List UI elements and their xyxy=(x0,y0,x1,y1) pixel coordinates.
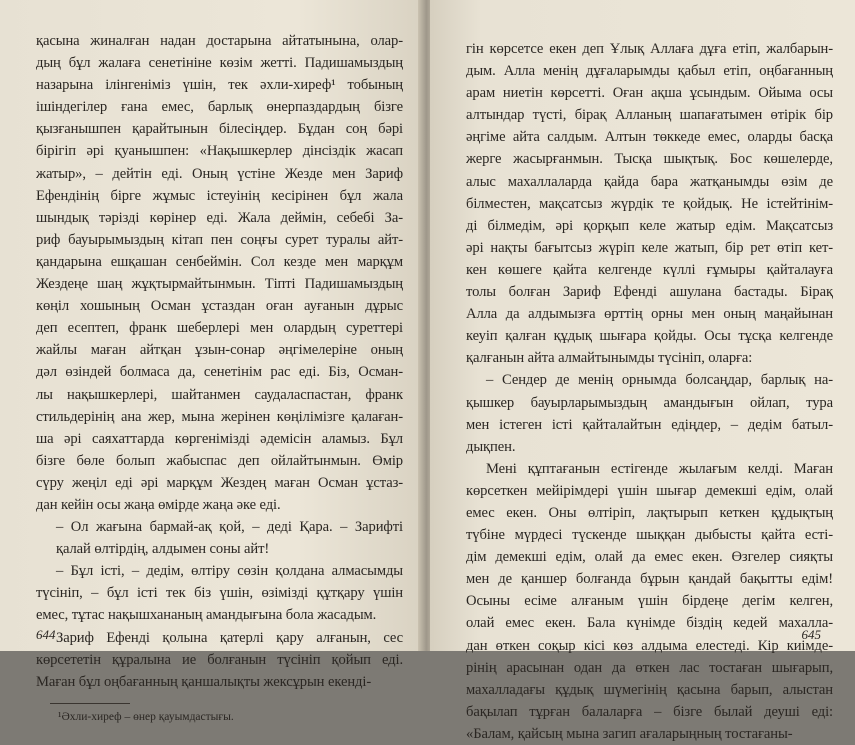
text-line: білместен, мақсатсыз жүрдік те қойдық. Не істейтінім- xyxy=(466,195,833,212)
text-line: қасына жиналған надан достарына айтатынына, олар- xyxy=(36,33,403,49)
text-line: – Сендер де менің орнымда болсаңдар, барлық на- xyxy=(486,372,833,389)
text-line: алыс махаллаларда қайда бара жатқанымды өзім де xyxy=(466,173,833,190)
text-line: лы нақышкерлері, шайтанмен саудаласпастан, франк xyxy=(36,386,403,403)
left-page-text xyxy=(36,30,403,693)
right-page xyxy=(430,0,855,742)
text-line: Зариф Ефенді қолына қатерлі қару алғанын, сес xyxy=(56,629,403,646)
text-line: Маған бұл оңбағанның қаншалықты жексұрын екенді- xyxy=(36,673,372,690)
text-line: Ефендінің бірге жұмыс істеуінің кесірінен бұл жала xyxy=(36,187,403,204)
text-line: Мені құптағанын естігенде жылағым келді. Маған xyxy=(486,460,833,477)
text-line: қалай өлтірдің, алдымен соны айт! xyxy=(56,541,270,558)
text-line: дан өткен соқыр кісі көз алдыма елестеді. Кір киімде- xyxy=(466,637,833,654)
text-line: – Бұл істі, – дедім, өлтіру сөзін қолдана алмасымды xyxy=(56,563,403,580)
text-line: мен де қаншер болғанда бұрын қандай бақытты едім! xyxy=(466,571,833,588)
text-line: түсініп, – бұл істі тек біз үшін, өзімізді құтқару үшін xyxy=(36,585,403,602)
text-line: әрі нақты бағытсыз жүріп келе жатып, бір рет өтіп кет- xyxy=(466,239,833,256)
text-line: «Балам, қайсың мына загип ағаларыңның тостағаны- xyxy=(466,725,793,742)
left-page-number: 644 xyxy=(36,627,56,642)
text-line: стильдерінің ана жер, мына жерінен көңілімізге қалаған- xyxy=(36,408,403,425)
text-line: көңіл хошының Осман ұстаздан оған ауғанын дұрыс xyxy=(36,298,403,315)
text-line: емес екен. Оны өлтіріп, лақтырып кеткен құдықтың xyxy=(466,504,833,521)
text-line: дәл өзіндей болмаса да, сенетінім рас еді. Біз, Осман- xyxy=(36,364,403,381)
text-line: ді білмедім, әрі қорқып келе жатыр едім. Мақсатсыз xyxy=(466,217,833,234)
text-line: бақылап тұрған балаларға – бізге былай деуші еді: xyxy=(466,703,833,720)
text-line: алтындар түсті, бірақ Алланың шапағатымен өтірік бір xyxy=(466,107,833,124)
text-line: бірігіп әрі қуанышпен: «Нақышкерлер дінсіздік жасап xyxy=(36,143,403,160)
text-line: риф бауырымыздың кітап пен соңғы сурет туралы айт- xyxy=(36,231,403,248)
text-line: Осыны есіме алғаным үшін бірдеңе дегім келген, xyxy=(466,593,833,610)
text-line: дым. Алла менің дұғаларымды қабыл етіп, оңбағанның xyxy=(466,63,833,80)
text-line: шындық тәрізді көрінер еді. Жала деймін, себебі За- xyxy=(36,209,403,226)
text-line: қандарына ешқашан сенбеймін. Сол кезде мен марқұм xyxy=(36,253,403,270)
text-line: дықпен. xyxy=(466,438,516,455)
text-line: жатыр», – дейтін еді. Оның үстіне Жезде мен Зариф xyxy=(36,165,403,182)
text-line: деп есептеп, франк шеберлері мен олардың суреттері xyxy=(36,320,403,337)
text-line: олай емес екен. Бала күнімде біздің кедей махалла- xyxy=(466,615,833,632)
text-line: Жездеңе шаң жұқтырмайтынмын. Тіпті Падишамыздың xyxy=(36,276,403,293)
text-line: ішіндегілер ғана емес, барлық өнерпаздардың бізге xyxy=(36,99,403,116)
text-line: – Ол жағына бармай-ақ қой, – деді Қара. – Зарифті xyxy=(56,519,403,536)
left-page xyxy=(0,0,423,723)
text-line: ша әрі саяхаттарда көргенімізді әдемісін аламыз. Бұл xyxy=(36,430,403,447)
text-line: дың бұл жалаға сенетініне көзім жетті. Падишамыздың xyxy=(36,55,403,72)
text-line: сүру жеңіл еді әрі марқұм Жездең маған Осман ұстаз- xyxy=(36,474,403,491)
text-line: қалғанын айта алмайтынымды түсініп, оларға: xyxy=(466,350,753,367)
text-line: көрсететін құралына ие болғанын түсініп қойып еді. xyxy=(36,651,403,668)
text-line: дан кейін осы жаңа өмірде жаңа әке еді. xyxy=(36,496,281,513)
text-line: кен көшеге қайта келгенде күллі ғұмыры қайталауға xyxy=(466,261,833,278)
footnote-divider xyxy=(50,703,130,704)
footnote: ¹Әхли-хиреф – өнер қауымдастығы. xyxy=(58,710,234,723)
text-line: кеуіп қалған құдық шығара қойды. Осы тұсқа келгенде xyxy=(466,328,833,345)
text-line: толы болған Зариф Ефенді ашулана бастады. Бірақ xyxy=(466,284,833,301)
text-line: емес, тұтас нақышхананың амандығына бола жасадым. xyxy=(36,607,377,624)
text-line: қышкер бауырларымыздың амандығын ойлап, тура xyxy=(466,394,833,411)
right-page-text xyxy=(466,38,833,745)
text-line: жайлы маған айтқан ұзын-сонар әңгімелеріне оның xyxy=(36,342,403,359)
text-line: бізге бөле болып жабыспас деп ойлайтынмын. Өмір xyxy=(36,452,403,469)
text-line: түбіне мүрдесі түскенде шыққан дыбысты қайта есті- xyxy=(466,527,833,544)
text-line: махалладағы құдық шүмегінің қасына барып, алыстан xyxy=(466,681,833,698)
text-line: көрсеткен мейірімдері үшін шығар демекші едім, олай xyxy=(466,482,833,499)
text-line: жерге жасырғанмын. Тысқа шықтық. Бос көшелерде, xyxy=(466,151,833,168)
text-line: назарына ілінгеніміз үшін, тек әхли-хиреф¹ тобының xyxy=(36,77,403,94)
text-line: Алла да алдымызға өрттің орны мен оның маңайынан xyxy=(466,306,833,323)
right-page-number: 645 xyxy=(801,627,821,642)
text-line: қызғанышпен қарайтынын білесіңдер. Бұдан соң бәрі xyxy=(36,121,403,138)
text-line: мен істеген істі қайталайтын едіңдер, – дедім батыл- xyxy=(466,416,833,433)
text-line: әңгіме айта салдым. Алтын төккеде емес, оларды басқа xyxy=(466,129,833,146)
text-line: арам ниетін көрсетті. Оған ақша ұсындым. Ойыма осы xyxy=(466,85,833,102)
text-line: гін көрсетсе екен деп Ұлық Аллаға дұға етіп, жалбарын- xyxy=(466,41,833,57)
text-line: дім демекші едім, олай да емес екен. Өзгелер сияқты xyxy=(466,549,833,566)
text-line: рінің арасынан одан да өткен лас тостаған шығарып, xyxy=(466,659,833,676)
